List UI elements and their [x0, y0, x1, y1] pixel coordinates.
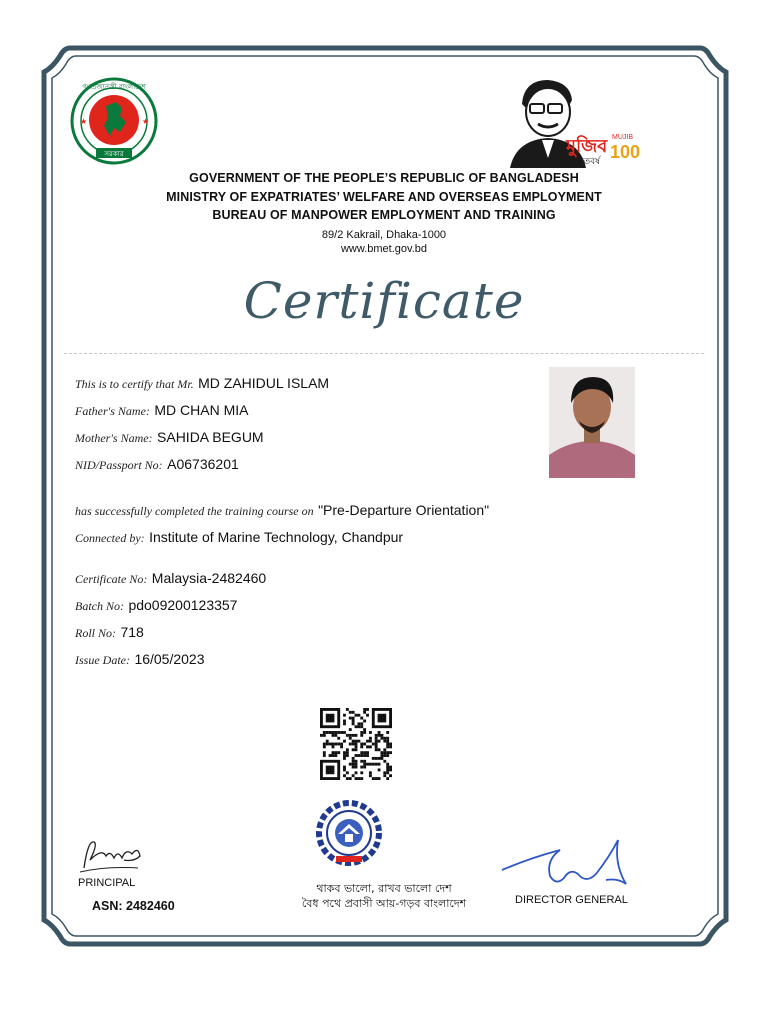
- slogan-line-1: থাকব ভালো, রাখব ভালো দেশ: [316, 882, 452, 895]
- header-address: 89/2 Kakrail, Dhaka-1000: [321, 229, 447, 241]
- qr-code[interactable]: [320, 708, 392, 780]
- course-row: [75, 502, 489, 520]
- header-government: GOVERNMENT OF THE PEOPLE’S REPUBLIC OF BANGLADESH: [189, 171, 579, 185]
- header-website: www.bmet.gov.bd: [340, 243, 427, 255]
- father-row: [75, 402, 248, 420]
- mother-label: Mother's Name:: [75, 431, 153, 445]
- header-bureau: BUREAU OF MANPOWER EMPLOYMENT AND TRAINING: [212, 208, 556, 222]
- bmet-emblem-logo: [316, 800, 382, 866]
- mujib-english-text: MUJIB: [612, 134, 633, 141]
- connected-label: Connected by:: [75, 531, 145, 545]
- father-label: Father's Name:: [75, 404, 150, 418]
- person-name: MD ZAHIDUL ISLAM: [198, 375, 330, 391]
- batch-value: pdo09200123357: [128, 597, 238, 613]
- certificate-title: Certificate: [243, 272, 525, 330]
- mujib-100-logo: [500, 74, 641, 168]
- divider: [64, 353, 704, 354]
- roll-label: Roll No:: [75, 626, 116, 640]
- cert-no-row: [75, 570, 266, 588]
- roll-row: [75, 624, 144, 642]
- svg-text:সরকার: সরকার: [104, 150, 124, 158]
- nid-number: A06736201: [167, 456, 239, 472]
- principal-signature: [76, 830, 146, 874]
- profile-photo: [549, 367, 635, 478]
- nid-row: [75, 456, 239, 474]
- principal-label: PRINCIPAL: [78, 877, 136, 889]
- government-seal-logo: [70, 76, 158, 166]
- header-ministry: MINISTRY OF EXPATRIATES’ WELFARE AND OVERSEAS EMPLOYMENT: [166, 190, 602, 204]
- mujib-bengali-text: মুজিব: [566, 136, 608, 157]
- asn-number: ASN: 2482460: [92, 899, 175, 913]
- connected-row: [75, 529, 403, 547]
- svg-text:★: ★: [142, 117, 150, 126]
- course-name: "Pre-Departure Orientation": [318, 502, 490, 518]
- father-name: MD CHAN MIA: [154, 402, 249, 418]
- batch-label: Batch No:: [75, 599, 124, 613]
- mujib-100-number: 100: [610, 142, 641, 162]
- institute-name: Institute of Marine Technology, Chandpur: [149, 529, 404, 545]
- mujib-subtitle: শতবর্ষ: [578, 157, 601, 167]
- slogan-line-2: বৈধ পথে প্রবাসী আয়-গড়ব বাংলাদেশ: [301, 897, 467, 910]
- cert-no-value: Malaysia-2482460: [151, 570, 267, 586]
- issue-label: Issue Date:: [75, 653, 130, 667]
- cert-no-label: Certificate No:: [75, 572, 148, 586]
- certify-row: [75, 375, 329, 393]
- mother-row: [75, 429, 264, 447]
- director-general-label: DIRECTOR GENERAL: [515, 894, 628, 906]
- nid-label: NID/Passport No:: [75, 458, 163, 472]
- svg-text:গণপ্রজাতন্ত্রী বাংলাদেশ: গণপ্রজাতন্ত্রী বাংলাদেশ: [82, 83, 146, 91]
- issue-row: [75, 651, 205, 669]
- course-label: has successfully completed the training course on: [75, 504, 314, 518]
- batch-row: [75, 597, 237, 615]
- issue-value: 16/05/2023: [134, 651, 205, 667]
- svg-text:★: ★: [80, 117, 88, 126]
- mother-name: SAHIDA BEGUM: [157, 429, 264, 445]
- certify-label: This is to certify that Mr.: [75, 377, 194, 391]
- director-general-signature: [500, 834, 636, 892]
- roll-value: 718: [120, 624, 144, 640]
